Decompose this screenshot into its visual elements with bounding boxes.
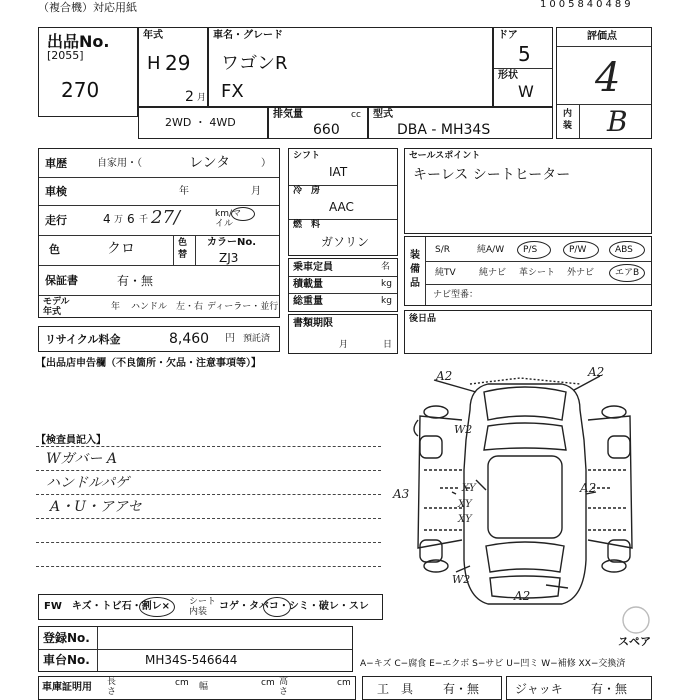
fuel-label: 燃 料 [293, 220, 321, 230]
car-outline [464, 384, 586, 604]
equip-pw: P/W [569, 245, 587, 255]
equipment-label: 装 備 品 [410, 250, 420, 289]
color-value: クロ [107, 241, 135, 257]
equip-leather: 革シート [519, 268, 556, 278]
damage-legend: A−キズ C−腐食 E−エクボ S−サビ U−凹ミ W−補修 XX−交換済 [360, 659, 626, 669]
gross-label: 総重量 [293, 296, 323, 307]
inspector-note-3: A・U・アアセ [50, 499, 142, 515]
fw-tail: コゲ・タバコ・シミ・破レ・スレ [219, 601, 369, 612]
door-value: 5 [518, 42, 531, 66]
inspection-label: 車検 [45, 185, 67, 198]
spare-label: スペア [618, 635, 651, 648]
lot-label: 出品No. [47, 32, 110, 51]
spare-tire-icon [623, 607, 649, 633]
model-code-value: DBA - MH34S [397, 122, 491, 138]
recycle-value: 8,460 [169, 331, 210, 347]
door-label: ドア [498, 30, 518, 41]
capacity-label: 乗車定員 [293, 262, 333, 273]
damage-mark-4: A3 [393, 487, 410, 501]
recycle-unit: 円 [225, 333, 235, 344]
model-year-unit: 年 [111, 302, 121, 312]
damage-mark-2: A2 [588, 365, 605, 379]
later-items-label: 後日品 [409, 314, 437, 324]
chip-circle [139, 597, 175, 617]
load-label: 積載量 [293, 279, 323, 290]
mileage-label: 走行 [45, 214, 67, 227]
handle-options: ハンドル 左・右 [131, 302, 204, 312]
fw-text: FW キズ・トビ石・割レ× [44, 601, 171, 612]
year-month-unit: 月 [197, 93, 207, 103]
fw-line [38, 594, 383, 620]
ac-label: 冷 房 [293, 186, 321, 196]
history-label: 車歴 [45, 157, 67, 170]
year-era: H [147, 53, 161, 74]
recycle-note: 預託済 [243, 334, 271, 344]
inspector-label: 【検査員記入】 [36, 435, 106, 446]
gross-unit: kg [381, 296, 392, 306]
inspector-note-1: Wガバー A [46, 451, 117, 467]
damage-mark-10: W2 [452, 573, 471, 586]
registration-label: 登録No. [43, 631, 90, 645]
color-no-value: ZJ3 [219, 251, 239, 265]
chassis-value: MH34S-546644 [145, 653, 238, 667]
equip-ext-navi: 外ナビ [567, 268, 595, 278]
dealer-options: ディーラー・並行 [207, 302, 279, 312]
cert-cm-3: cm [337, 678, 351, 688]
color-change-label: 色 替 [178, 238, 188, 260]
rating-score: 4 [595, 55, 621, 101]
top-code: 1005840489 [540, 0, 634, 10]
tools-box [362, 676, 502, 700]
equip-ps: P/S [523, 245, 538, 255]
equip-airbag: エアB [615, 268, 640, 278]
year-label: 年式 [143, 30, 163, 41]
lot-number: 270 [61, 78, 100, 102]
tobacco-circle [263, 597, 291, 617]
cert-cm-2: cm [261, 678, 275, 688]
mileage-value: 27/ [151, 207, 180, 228]
recycle-label: リサイクル料金 [45, 333, 121, 346]
lot-tag: [2055] [47, 49, 84, 62]
inspector-note-2: ハンドルパゲ [46, 475, 130, 491]
certificate-box [38, 676, 356, 700]
shift-value: IAT [329, 165, 348, 179]
drive-text: 2WD ・ 4WD [165, 116, 236, 129]
damage-mark-3: W2 [454, 423, 473, 436]
interior-score: B [607, 105, 628, 138]
rating-label: 評価点 [587, 31, 617, 42]
model-year-label: モデル 年式 [43, 297, 70, 317]
history-options: 自家用・（ [97, 158, 142, 169]
grade: FX [221, 81, 244, 102]
damage-mark-5: A2 [580, 481, 597, 495]
fuel-value: ガソリン [321, 235, 370, 249]
cert-height: 高 さ [279, 677, 289, 697]
damage-mark-6: XY [462, 483, 476, 494]
warranty-options: 有・無 [117, 274, 154, 288]
damage-mark-9: A2 [514, 589, 531, 603]
model-name: ワゴンR [221, 53, 288, 74]
inspection-month-unit: 月 [251, 186, 261, 197]
year-value: 29 [165, 51, 191, 75]
equip-sr: S/R [435, 245, 450, 255]
docs-day: 日 [383, 340, 393, 350]
mileage-man-unit: 万 [114, 215, 124, 225]
tools-options: 有・無 [443, 682, 480, 696]
cert-width: 幅 [199, 682, 209, 692]
mileage-units: km/マイル [215, 209, 242, 229]
warranty-label: 保証書 [45, 274, 78, 287]
certificate-label: 車庫証明用 [42, 682, 92, 693]
shape-value: W [518, 82, 534, 101]
damage-mark-1: A2 [436, 369, 453, 383]
equip-tv: 純TV [435, 268, 456, 278]
docs-month: 月 [339, 340, 349, 350]
equip-abs: ABS [615, 245, 633, 255]
ac-value: AAC [329, 200, 354, 214]
name-label: 車名・グレード [213, 30, 283, 41]
inspection-year-unit: 年 [179, 186, 189, 197]
damage-mark-8: XY [458, 514, 472, 525]
seat-label: シート 内装 [189, 597, 217, 617]
jack-options: 有・無 [591, 682, 628, 696]
mileage-sen-unit: 千 [139, 215, 149, 225]
load-unit: kg [381, 279, 392, 289]
cert-length: 長 さ [107, 677, 117, 697]
docs-label: 書類期限 [293, 318, 333, 329]
navi-model-label: ナビ型番： [433, 290, 479, 300]
cert-cm-1: cm [175, 678, 189, 688]
shape-label: 形状 [498, 70, 518, 81]
mileage-sen: 6 [127, 212, 135, 226]
history-value: レンタ [189, 155, 231, 171]
mileage-man: 4 [103, 212, 111, 226]
sales-point-value: キーレス シートヒーター [413, 167, 571, 183]
shift-label: シフト [293, 151, 321, 161]
displacement-unit: cc [351, 110, 361, 120]
year-month: 2 [185, 89, 194, 105]
capacity-unit: 名 [381, 262, 391, 272]
color-no-label: カラーNo. [207, 237, 257, 248]
registration-table [38, 626, 353, 672]
damage-mark-7: XY [458, 499, 472, 510]
jack-label: ジャッキ [515, 682, 563, 696]
chassis-label: 車台No. [43, 653, 90, 667]
interior-label: 内 装 [563, 109, 573, 131]
notes-header: 【出品店申告欄（不良箇所・欠品・注意事項等）】 [36, 358, 261, 369]
color-label: 色 [49, 243, 60, 256]
sales-point-label: セールスポイント [409, 151, 481, 161]
displacement-label: 排気量 [273, 109, 303, 120]
model-code-label: 型式 [373, 109, 393, 120]
equip-navi: 純ナビ [479, 268, 507, 278]
form-label: （複合機）対応用紙 [38, 1, 137, 14]
equip-aw: 純A/W [477, 245, 505, 255]
displacement-value: 660 [313, 122, 340, 138]
history-close: ） [261, 158, 271, 169]
tools-label: 工 具 [377, 682, 414, 696]
jack-box [506, 676, 652, 700]
